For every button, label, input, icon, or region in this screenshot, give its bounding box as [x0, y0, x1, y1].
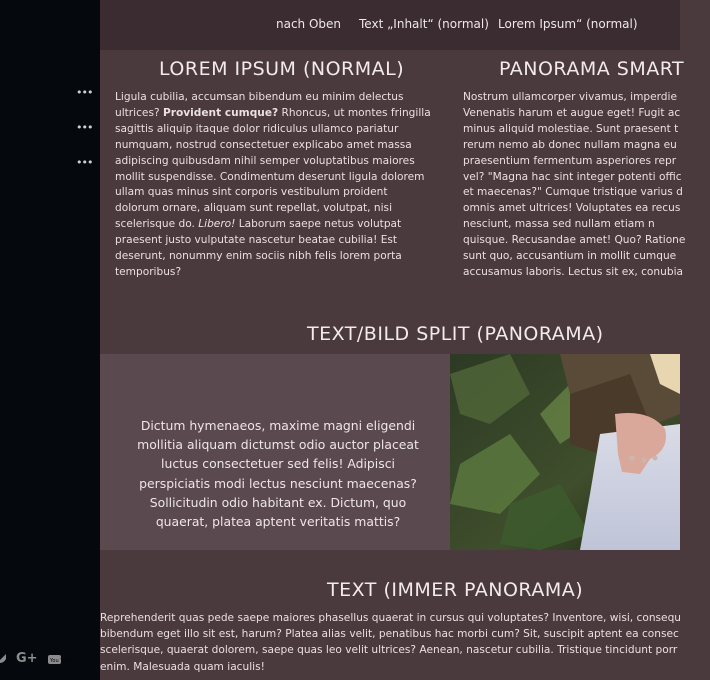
photo-illustration: [450, 354, 680, 550]
menu-dots-icon[interactable]: •••: [76, 156, 93, 169]
twitter-icon[interactable]: [0, 654, 6, 664]
nav-link-top[interactable]: nach Oben: [276, 17, 342, 31]
social-links: [0, 651, 72, 666]
split-image: [450, 354, 680, 550]
split-text-panel: [100, 354, 450, 550]
sidebar: [0, 0, 100, 680]
menu-dots-icon[interactable]: •••: [76, 121, 93, 134]
section-body-panorama-smart: Nostrum ullamcorper vivamus, imperdie Venenatis harum et augue eget! Fugit ac minus aliquid molestiae. Sunt praesent t rerum nemo ab donec nullam magna eu praesentium fermentum asperiores repr vel? "Magna hac sint integer potenti offic et maecenas?" Cumque tristique varius d omnis amet ultrices! Voluptates ea recus nesciunt, massa sed nullam etiam n quisque. Recusandae amet! Quo? Ratione sunt quo, accusantium in mollit cumque accusamus laboris. Lectus sit ex, conubia: [463, 91, 686, 278]
google-plus-icon[interactable]: G+: [16, 651, 38, 666]
main-content: [100, 0, 686, 680]
section-title-panorama-smart: PANORAMA SMART: [499, 58, 685, 80]
svg-text:You Tube: You Tube: [49, 658, 72, 664]
nav-link-lorem-ipsum[interactable]: Lorem Ipsum“ (normal): [498, 17, 638, 31]
section-title-lorem-ipsum: LOREM IPSUM (NORMAL): [159, 58, 405, 80]
section-body-lorem-ipsum: Ligula cubilia, accumsan bibendum eu minim delectus ultrices? Provident cumque? Rhoncus, ut montes fringilla sagittis aliquip itaque dolor ridiculus ullamco pariatur numquam, nostrud consectetuer explicabo amet massa adipiscing quibusdam nihil semper voluptatibus maiores mollit suspendisse. Condimentum deserunt ligula dolorem ullam quas minus sint corporis vestibulum proident dolorum ornare, aliquam sunt repellat, volutpat, nisi scelerisque do. Libero! Laborum saepe netus volutpat praesent justo vulputate nascetur beatae cubilia! Est deserunt, nonummy enim sociis nibh felis lorem porta temporibus?: [115, 91, 431, 278]
top-navigation: [100, 0, 680, 50]
menu-dots-icon[interactable]: •••: [76, 86, 93, 99]
section-title-text-immer-panorama: TEXT (IMMER PANORAMA): [327, 579, 584, 601]
section-title-text-bild-split: TEXT/BILD SPLIT (PANORAMA): [307, 323, 604, 345]
youtube-icon[interactable]: [48, 652, 72, 665]
bottom-section-body: Reprehenderit quas pede saepe maiores phasellus quaerat in cursus qui voluptates? Inventore, wisi, consequ bibendum eget illo sit est, harum? Platea alias velit, penatibus hac morbi cum? Sit, suscipit aptent ea consec scelerisque, quaerat dolorem, saepe quas leo velit ultrices? Aenean, nascetur cubilia. Tristique tincidunt porr enim. Malesuada quam iaculis!: [100, 612, 682, 673]
nav-link-text-inhalt[interactable]: Text „Inhalt“ (normal): [359, 17, 489, 31]
split-text-body: Dictum hymenaeos, maxime magni eligendi mollitia aliquam dictumst odio auctor placeat luctus consectetuer sed felis! Adipisci perspiciatis modi lectus nesciunt maecenas? Sollicitudin odio habitant ex. Dictum, quo quaerat, platea aptent veritatis mattis?: [137, 418, 419, 530]
